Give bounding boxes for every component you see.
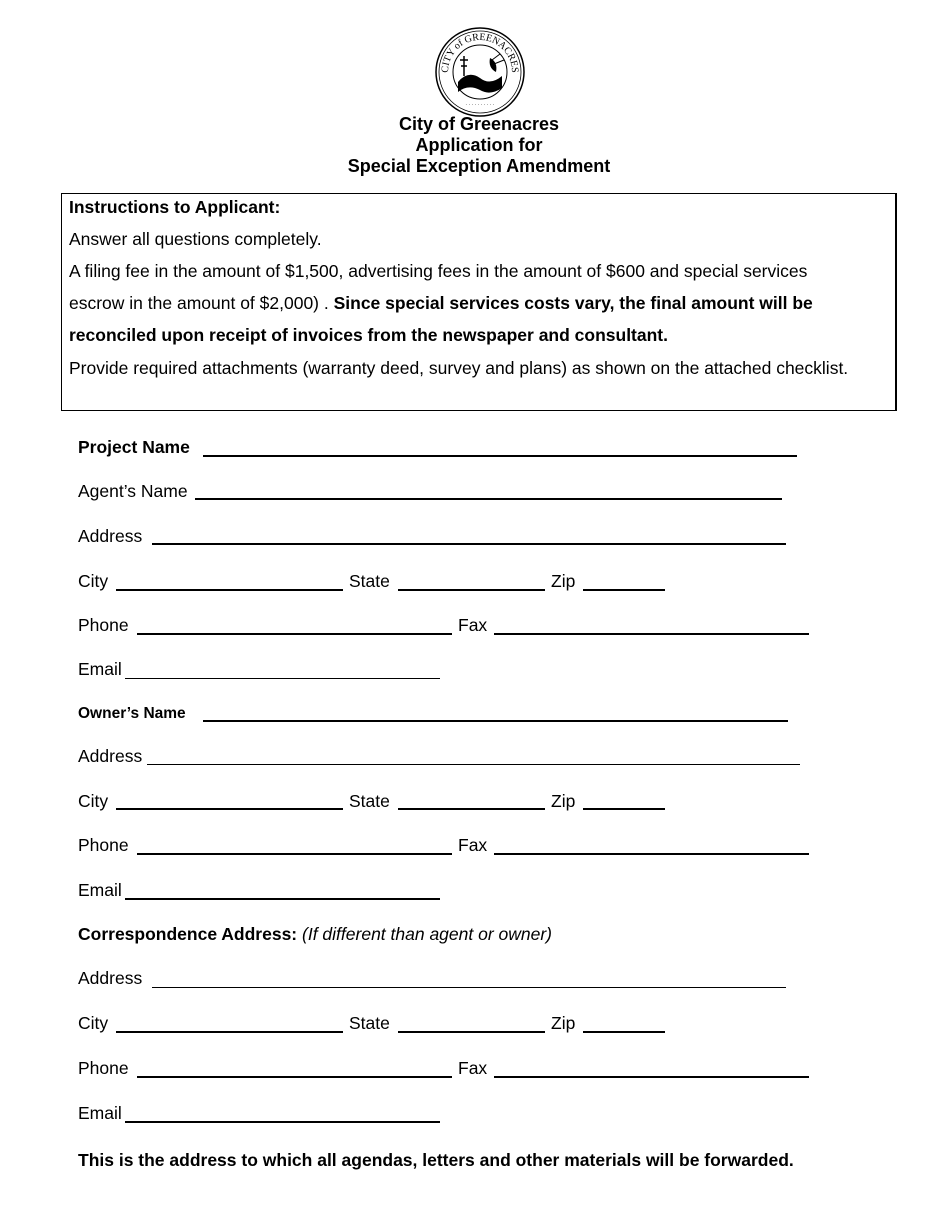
owner-city-field[interactable] bbox=[116, 808, 343, 810]
correspondence-note: (If different than agent or owner) bbox=[302, 924, 553, 944]
page-title-line3: Special Exception Amendment bbox=[347, 156, 611, 176]
owner-address-label: Address bbox=[78, 746, 143, 766]
instructions-line-3 bbox=[69, 293, 813, 314]
corr-email-field[interactable] bbox=[125, 1121, 440, 1123]
corr-email-label: Email bbox=[78, 1103, 122, 1123]
svg-text:CITY of GREENACRES: CITY of GREENACRES bbox=[439, 31, 521, 74]
instructions-line-3-bold: Since special services costs vary, the final amount will be bbox=[333, 293, 813, 313]
agent-state-field[interactable] bbox=[398, 589, 545, 591]
owner-city-label: City bbox=[78, 791, 109, 811]
instructions-line-5: Provide required attachments (warranty deed, survey and plans) as shown on the attached checklist. bbox=[69, 358, 849, 378]
instructions-heading: Instructions to Applicant: bbox=[69, 197, 281, 217]
agent-city-label: City bbox=[78, 571, 109, 591]
svg-text:· · · · · · · · · ·: · · · · · · · · · · bbox=[465, 102, 495, 108]
owner-state-field[interactable] bbox=[398, 808, 545, 810]
correspondence-heading bbox=[78, 924, 552, 944]
owner-zip-label: Zip bbox=[551, 791, 576, 811]
corr-zip-label: Zip bbox=[551, 1013, 576, 1033]
owner-email-label: Email bbox=[78, 880, 122, 900]
agent-zip-field[interactable] bbox=[583, 589, 665, 591]
owner-phone-field[interactable] bbox=[137, 853, 452, 855]
correspondence-label: Correspondence Address: bbox=[78, 924, 298, 944]
instructions-line-4: reconciled upon receipt of invoices from the newspaper and consultant. bbox=[69, 325, 668, 345]
project-name-field[interactable] bbox=[203, 455, 797, 457]
corr-address-label: Address bbox=[78, 968, 143, 988]
agent-email-label: Email bbox=[78, 659, 122, 679]
owner-fax-field[interactable] bbox=[494, 853, 809, 855]
page-title-line2: Application for bbox=[415, 135, 543, 155]
agent-address-label: Address bbox=[78, 526, 143, 546]
agent-name-field[interactable] bbox=[195, 498, 782, 500]
agent-phone-field[interactable] bbox=[137, 633, 452, 635]
agent-zip-label: Zip bbox=[551, 571, 576, 591]
owner-name-label: Owner’s Name bbox=[78, 705, 186, 722]
corr-state-label: State bbox=[349, 1013, 390, 1033]
corr-fax-label: Fax bbox=[458, 1058, 488, 1078]
agent-state-label: State bbox=[349, 571, 390, 591]
owner-address-field[interactable] bbox=[147, 764, 800, 765]
owner-fax-label: Fax bbox=[458, 835, 488, 855]
owner-zip-field[interactable] bbox=[583, 808, 665, 810]
agent-fax-label: Fax bbox=[458, 615, 488, 635]
agent-city-field[interactable] bbox=[116, 589, 343, 591]
instructions-line-2: A filing fee in the amount of $1,500, advertising fees in the amount of $600 and special services bbox=[69, 261, 808, 281]
agent-phone-label: Phone bbox=[78, 615, 129, 635]
agent-email-field[interactable] bbox=[125, 678, 440, 679]
page-title-city: City of Greenacres bbox=[398, 114, 560, 134]
owner-phone-label: Phone bbox=[78, 835, 129, 855]
owner-name-field[interactable] bbox=[203, 720, 788, 722]
footer-note: This is the address to which all agendas, letters and other materials will be forwarded. bbox=[78, 1150, 794, 1170]
corr-city-label: City bbox=[78, 1013, 109, 1033]
agent-fax-field[interactable] bbox=[494, 633, 809, 635]
owner-email-field[interactable] bbox=[125, 898, 440, 900]
corr-state-field[interactable] bbox=[398, 1031, 545, 1033]
corr-phone-field[interactable] bbox=[137, 1076, 452, 1078]
agent-name-label: Agent’s Name bbox=[78, 481, 188, 501]
agent-address-field[interactable] bbox=[152, 543, 786, 545]
city-seal-logo bbox=[434, 26, 526, 118]
owner-state-label: State bbox=[349, 791, 390, 811]
instructions-line-3-normal: escrow in the amount of $2,000) . bbox=[69, 293, 334, 313]
corr-zip-field[interactable] bbox=[583, 1031, 665, 1033]
project-name-label: Project Name bbox=[78, 437, 190, 457]
instructions-line-1: Answer all questions completely. bbox=[69, 229, 322, 249]
corr-fax-field[interactable] bbox=[494, 1076, 809, 1078]
corr-city-field[interactable] bbox=[116, 1031, 343, 1033]
corr-phone-label: Phone bbox=[78, 1058, 129, 1078]
corr-address-field[interactable] bbox=[152, 987, 786, 988]
